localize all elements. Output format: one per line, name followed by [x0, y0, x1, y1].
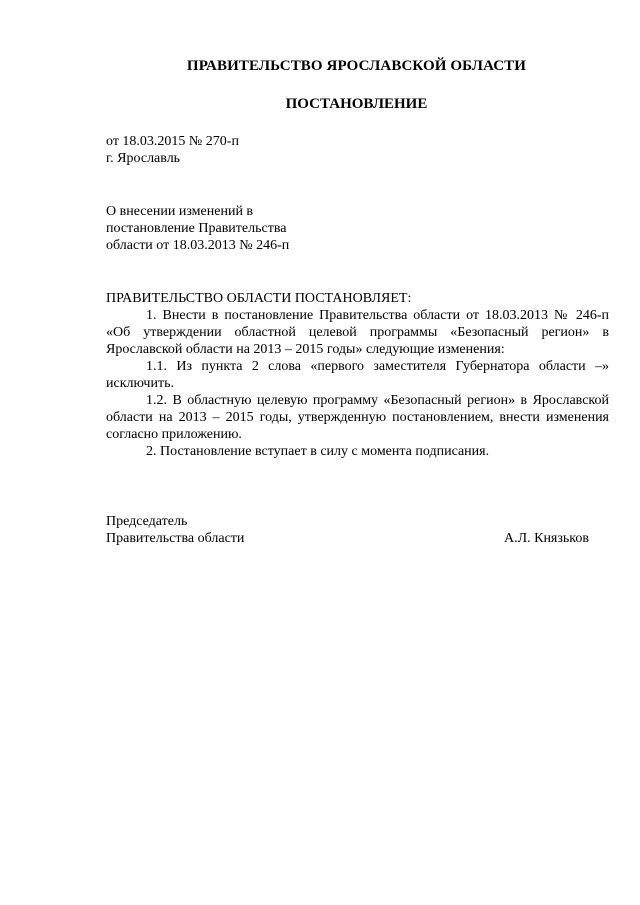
- subject-line-2: постановление Правительства: [106, 221, 287, 236]
- government-title: ПРАВИТЕЛЬСТВО ЯРОСЛАВСКОЙ ОБЛАСТИ: [186, 58, 527, 74]
- document-meta: [106, 133, 239, 167]
- subject-line-3: области от 18.03.2013 № 246-п: [106, 238, 290, 253]
- signature-block: [106, 513, 609, 547]
- signatory-name: А.Л. Князьков: [504, 531, 589, 546]
- date-number: от 18.03.2015 № 270-п: [106, 134, 239, 149]
- city: г. Ярославль: [106, 151, 181, 166]
- document-type-title: ПОСТАНОВЛЕНИЕ: [285, 96, 428, 112]
- preamble: ПРАВИТЕЛЬСТВО ОБЛАСТИ ПОСТАНОВЛЯЕТ:: [106, 291, 412, 306]
- paragraph-1-2: 1.2. В областную целевую программу «Безопасный регион» в Ярославской области на 2013 – 2015 годы, утвержденную постановлением, внести изменения согласно приложению.: [106, 393, 609, 442]
- subject-line-1: О внесении изменений в: [106, 204, 254, 219]
- paragraph-1-1: 1.1. Из пункта 2 слова «первого заместителя Губернатора области –» исключить.: [106, 359, 609, 391]
- document-subject: [106, 203, 289, 254]
- paragraph-1: 1. Внести в постановление Правительства области от 18.03.2013 № 246-п «Об утверждении областной целевой программы «Безопасный регион» в Ярославской области на 2013 – 2015 годы» следующие изменения:: [106, 308, 609, 357]
- signatory-position-line-2: Правительства области: [106, 531, 245, 546]
- paragraph-2: 2. Постановление вступает в силу с момента подписания.: [146, 444, 490, 459]
- signatory-position-line-1: Председатель: [106, 514, 188, 529]
- document-body: [106, 290, 609, 460]
